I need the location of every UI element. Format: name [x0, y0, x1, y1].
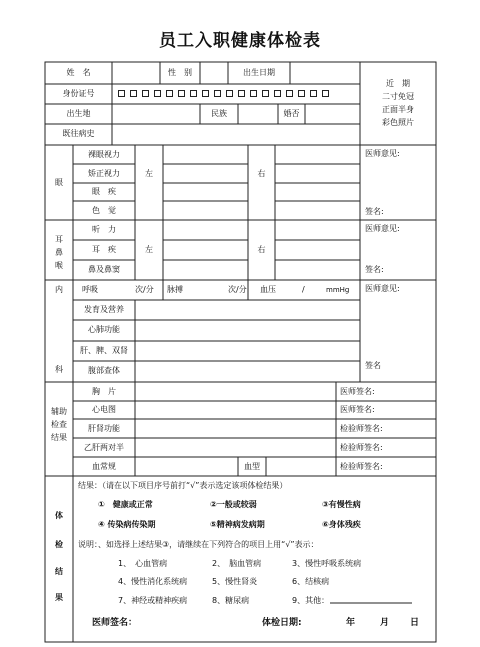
eye-row-3: 眼 疾 [92, 187, 116, 196]
eye-row-2: 矫正视力 [88, 169, 120, 178]
date-year: 年 [346, 618, 356, 628]
disease-1[interactable]: 1、 心血管病 [118, 559, 168, 568]
result-option-5[interactable]: ⑤精神病发病期 [210, 520, 265, 529]
id-card-boxes[interactable] [118, 90, 334, 99]
ent-sign: 签名: [365, 265, 384, 274]
exam-date-label: 体检日期: [262, 618, 302, 628]
section-internal-top: 内 [55, 285, 63, 294]
result-option-2[interactable]: ②一般或较弱 [210, 500, 257, 509]
section-internal-bottom: 科 [55, 365, 63, 374]
section-aux-2: 检查 [51, 420, 67, 429]
aux-row-1: 胸 片 [92, 387, 116, 396]
photo-line-4: 彩色照片 [382, 118, 414, 127]
section-eye: 眼 [55, 178, 63, 187]
eye-right-label: 右 [257, 169, 266, 178]
eye-left-label: 左 [145, 169, 153, 178]
result-note: 说明：、如选择上述结果③，请继续在下列符合的项目上用“√”表示： [78, 540, 319, 549]
doctor-sign-label: 医师签名： [92, 618, 138, 628]
disease-8[interactable]: 8、糖尿病 [212, 596, 250, 605]
date-day: 日 [410, 618, 420, 628]
label-birth: 出生日期 [243, 68, 275, 77]
label-marital: 婚否 [283, 109, 300, 118]
result-option-1[interactable]: ① 健康或正常 [98, 500, 153, 509]
ent-left-label: 左 [145, 245, 153, 254]
ent-row-1: 听 力 [92, 225, 116, 234]
bp-separator: / [302, 285, 305, 294]
disease-7[interactable]: 7、神经或精神疾病 [118, 596, 188, 605]
section-aux-1: 辅助 [51, 407, 67, 416]
disease-6[interactable]: 6、结核病 [292, 577, 330, 586]
pulse-unit: 次/分 [228, 285, 247, 294]
label-blood-type: 血型 [244, 462, 260, 471]
internal-row-3: 肝、脾、双肾 [80, 346, 128, 355]
disease-3[interactable]: 3、慢性呼吸系统病 [292, 559, 362, 568]
ent-row-3: 鼻及鼻窦 [88, 265, 120, 274]
aux-row-3: 肝肾功能 [88, 424, 120, 433]
section-result-2: 检 [55, 540, 63, 549]
aux-row-4: 乙肝两对半 [84, 443, 124, 452]
eye-opinion: 医师意见: [365, 149, 400, 158]
disease-4[interactable]: 4、慢性消化系统病 [118, 577, 188, 586]
breath-unit: 次/分 [135, 285, 154, 294]
photo-line-2: 二寸免冠 [382, 92, 414, 101]
label-name: 姓 名 [66, 68, 91, 77]
label-id-card: 身份证号 [62, 89, 95, 98]
eye-sign: 签名: [365, 207, 384, 216]
ent-right-label: 右 [257, 245, 266, 254]
internal-row-4: 腹部查体 [88, 366, 120, 375]
aux-row-5: 血常规 [92, 462, 116, 471]
section-ent-3: 喉 [55, 261, 63, 270]
label-breath: 呼吸 [82, 285, 98, 294]
disease-9[interactable]: 9、其他： [292, 596, 330, 605]
label-bp: 血压 [260, 285, 276, 294]
disease-2[interactable]: 2、 脑血管病 [212, 559, 262, 568]
photo-line-3: 正面半身 [382, 105, 414, 114]
result-instruction: 结果：（请在以下项目序号前打“√”表示选定该项体检结果） [78, 481, 288, 490]
section-result-3: 结 [55, 567, 63, 576]
result-option-3[interactable]: ③有慢性病 [322, 500, 361, 509]
section-ent-1: 耳 [55, 235, 63, 244]
photo-line-1: 近 期 [386, 79, 410, 88]
internal-sign: 签名 [365, 361, 381, 370]
date-month: 月 [380, 618, 390, 628]
internal-row-1: 发育及营养 [84, 305, 124, 314]
bp-unit: mmHg [326, 286, 350, 294]
eye-row-1: 裸眼视力 [88, 150, 120, 159]
aux-sign-2: 医师签名: [340, 405, 375, 414]
section-ent-2: 鼻 [55, 248, 63, 257]
label-pulse: 脉搏 [167, 285, 183, 294]
form-title: 员工入职健康体检表 [159, 31, 321, 51]
label-gender: 性 别 [168, 68, 192, 77]
section-result-1: 体 [55, 511, 63, 520]
section-aux-3: 结果 [51, 433, 67, 442]
label-ethnicity: 民族 [211, 109, 227, 118]
internal-row-2: 心肺功能 [88, 325, 120, 334]
label-birthplace: 出生地 [66, 109, 91, 118]
section-result-4: 果 [55, 593, 63, 602]
aux-sign-4: 检验师签名: [340, 443, 383, 452]
aux-sign-5: 检验师签名: [340, 462, 383, 471]
label-history: 既往病史 [62, 129, 95, 138]
aux-sign-1: 医师签名: [340, 387, 375, 396]
ent-row-2: 耳 疾 [92, 245, 116, 254]
internal-opinion: 医师意见: [365, 284, 400, 293]
result-option-4[interactable]: ④ 传染病传染期 [98, 520, 156, 529]
ent-opinion: 医师意见: [365, 224, 400, 233]
aux-sign-3: 检验师签名: [340, 424, 383, 433]
disease-5[interactable]: 5、慢性肾炎 [212, 577, 258, 586]
aux-row-2: 心电图 [92, 405, 116, 414]
eye-row-4: 色 觉 [92, 206, 116, 215]
result-option-6[interactable]: ⑥身体残疾 [322, 520, 361, 529]
